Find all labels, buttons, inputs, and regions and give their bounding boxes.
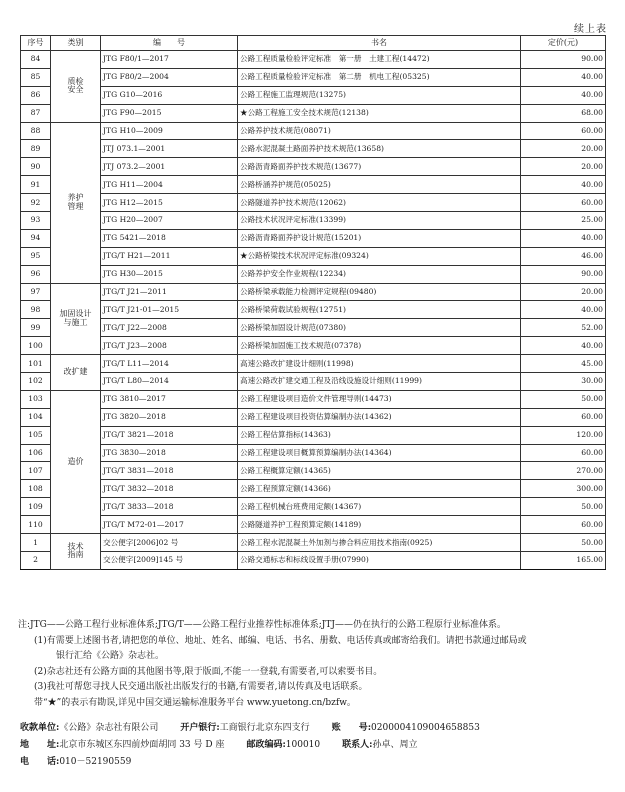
row-number: 105 [21, 426, 51, 444]
row-number: 96 [21, 265, 51, 283]
row-number: 106 [21, 444, 51, 462]
standard-code: JTG 5421—2018 [101, 229, 238, 247]
row-number: 99 [21, 319, 51, 337]
book-title: 公路桥梁承载能力检测评定规程(09480) [238, 283, 521, 301]
book-title: 公路工程预算定额(14366) [238, 480, 521, 498]
standards-table [20, 35, 606, 570]
standard-code: JTG/T 3821—2018 [101, 426, 238, 444]
standard-code: JTG/T 3832—2018 [101, 480, 238, 498]
book-title: 公路工程质量检验评定标准 第一册 土建工程(14472) [238, 51, 521, 69]
book-price: 50.00 [521, 534, 606, 552]
account-value: 0200004109004658853 [371, 723, 480, 733]
table-row [21, 68, 606, 86]
table-row [21, 498, 606, 516]
book-title: 公路工程机械台班费用定额(14367) [238, 498, 521, 516]
row-number: 108 [21, 480, 51, 498]
row-number: 88 [21, 122, 51, 140]
book-title: 公路交通标志和标线设置手册(07990) [238, 551, 521, 569]
category-label-line: 与施工 [63, 317, 88, 327]
row-number: 91 [21, 176, 51, 194]
table-row [21, 390, 606, 408]
row-number: 101 [21, 355, 51, 373]
person-label: 联系人: [342, 740, 373, 750]
category-cell [51, 283, 101, 355]
row-number: 109 [21, 498, 51, 516]
book-price: 50.00 [521, 498, 606, 516]
category-label-line: 养护 [67, 193, 84, 203]
person-value: 孙卓、周立 [372, 740, 418, 750]
category-label-line: 加固设计 [59, 309, 92, 319]
category-cell [51, 51, 101, 123]
standard-code: JTG/T H21—2011 [101, 247, 238, 265]
table-row [21, 158, 606, 176]
standard-code: JTG F80/2—2004 [101, 68, 238, 86]
category-cell [51, 355, 101, 391]
row-number: 89 [21, 140, 51, 158]
address-label: 地 址: [20, 740, 60, 750]
standard-code: 交公便字[2006]02 号 [101, 534, 238, 552]
category-label-line: 质检 [67, 76, 84, 86]
category-label-line: 安全 [67, 85, 84, 95]
standard-code: JTG 3810—2017 [101, 390, 238, 408]
standard-code: JTG G10—2016 [101, 86, 238, 104]
standard-code: JTG H10—2009 [101, 122, 238, 140]
row-number: 104 [21, 408, 51, 426]
account-label: 账 号: [331, 723, 372, 733]
book-price: 25.00 [521, 212, 606, 230]
note-1: (1)有需要上述图书者,请把您的单位、地址、姓名、邮编、电话、书名、册数、电话传真或邮寄给我们。请把书款通过邮局或 [34, 635, 527, 646]
standard-code: JTJ 073.2—2001 [101, 158, 238, 176]
table-row [21, 426, 606, 444]
book-price: 20.00 [521, 283, 606, 301]
book-price: 165.00 [521, 551, 606, 569]
standard-code: JTG H12—2015 [101, 194, 238, 212]
header-code: 编 号 [101, 36, 238, 51]
table-row [21, 140, 606, 158]
contact-row-phone [20, 754, 615, 771]
book-title: 公路水泥混凝土路面养护技术规范(13658) [238, 140, 521, 158]
contact-info [20, 720, 615, 771]
row-number: 98 [21, 301, 51, 319]
book-title: 公路工程概算定额(14365) [238, 462, 521, 480]
book-price: 40.00 [521, 229, 606, 247]
row-number: 103 [21, 390, 51, 408]
standard-code: JTG H20—2007 [101, 212, 238, 230]
table-row [21, 265, 606, 283]
table-row [21, 176, 606, 194]
standard-code: JTG/T 3833—2018 [101, 498, 238, 516]
category-cell [51, 534, 101, 570]
bank-value: 工商银行北京东四支行 [219, 723, 310, 733]
book-price: 120.00 [521, 426, 606, 444]
standard-code: JTG H11—2004 [101, 176, 238, 194]
table-header-row [21, 36, 606, 51]
row-number: 2 [21, 551, 51, 569]
standard-code: JTG/T J21—2011 [101, 283, 238, 301]
standard-code: JTG/T 3831—2018 [101, 462, 238, 480]
row-number: 86 [21, 86, 51, 104]
book-price: 60.00 [521, 444, 606, 462]
row-number: 84 [21, 51, 51, 69]
book-price: 50.00 [521, 390, 606, 408]
book-title: 公路沥青路面养护技术规范(13677) [238, 158, 521, 176]
book-price: 60.00 [521, 516, 606, 534]
table-row [21, 462, 606, 480]
contact-row-address [20, 737, 615, 754]
row-number: 94 [21, 229, 51, 247]
book-price: 20.00 [521, 158, 606, 176]
book-price: 60.00 [521, 194, 606, 212]
table-row [21, 86, 606, 104]
book-price: 46.00 [521, 247, 606, 265]
row-number: 102 [21, 373, 51, 391]
standard-code: JTG F90—2015 [101, 104, 238, 122]
book-title: 公路工程施工监理规范(13275) [238, 86, 521, 104]
table-row [21, 247, 606, 265]
book-title: 公路工程水泥混凝土外加剂与掺合料应用技术指南(0925) [238, 534, 521, 552]
book-price: 45.00 [521, 355, 606, 373]
table-row [21, 283, 606, 301]
table-row [21, 337, 606, 355]
book-price: 68.00 [521, 104, 606, 122]
book-price: 40.00 [521, 86, 606, 104]
row-number: 107 [21, 462, 51, 480]
table-row [21, 480, 606, 498]
row-number: 1 [21, 534, 51, 552]
book-price: 40.00 [521, 301, 606, 319]
standard-code: JTG/T J21-01—2015 [101, 301, 238, 319]
book-title: 高速公路改扩建交通工程及沿线设施设计细则(11999) [238, 373, 521, 391]
table-row [21, 194, 606, 212]
row-number: 110 [21, 516, 51, 534]
payee-value: 《公路》杂志社有限公司 [59, 723, 159, 733]
row-number: 87 [21, 104, 51, 122]
row-number: 85 [21, 68, 51, 86]
table-row [21, 408, 606, 426]
table-row [21, 551, 606, 569]
category-label-line: 指南 [67, 550, 84, 560]
standard-code: JTG 3830—2018 [101, 444, 238, 462]
book-price: 30.00 [521, 373, 606, 391]
header-title: 书名 [238, 36, 521, 51]
table-row [21, 301, 606, 319]
book-title: 公路工程质量检验评定标准 第二册 机电工程(05325) [238, 68, 521, 86]
continued-label: 续上表 [574, 24, 607, 35]
book-title: 公路隧道养护工程预算定额(14189) [238, 516, 521, 534]
standard-code: JTG 3820—2018 [101, 408, 238, 426]
book-title: 公路桥梁加固设计规范(07380) [238, 319, 521, 337]
book-price: 40.00 [521, 337, 606, 355]
book-price: 40.00 [521, 176, 606, 194]
table-row [21, 104, 606, 122]
book-title: 公路桥涵养护规范(05025) [238, 176, 521, 194]
book-title: 公路桥梁荷载试验规程(12751) [238, 301, 521, 319]
postcode-label: 邮政编码: [246, 740, 286, 750]
note-1-cont: 银行汇给《公路》杂志社。 [56, 651, 165, 661]
book-price: 52.00 [521, 319, 606, 337]
postcode-value: 100010 [285, 740, 321, 750]
book-title: 公路工程建设项目概算预算编制办法(14364) [238, 444, 521, 462]
table-row [21, 122, 606, 140]
book-title: 公路桥梁加固施工技术规范(07378) [238, 337, 521, 355]
note-star: 带“★”的表示有勘误,详见中国交通运输标准服务平台 www.yuetong.cn/bzfw。 [34, 697, 356, 708]
standard-code: JTG F80/1—2017 [101, 51, 238, 69]
book-title: 公路技术状况评定标准(13399) [238, 212, 521, 230]
table-row [21, 373, 606, 391]
book-title: ★公路桥梁技术状况评定标准(09324) [238, 247, 521, 265]
book-price: 300.00 [521, 480, 606, 498]
table-row [21, 534, 606, 552]
row-number: 93 [21, 212, 51, 230]
table-row [21, 51, 606, 69]
book-price: 60.00 [521, 408, 606, 426]
address-value: 北京市东城区东四前炒面胡同 33 号 D 座 [59, 740, 225, 750]
book-title: 公路隧道养护技术规范(12062) [238, 194, 521, 212]
note-3: (3)我社可帮您寻找人民交通出版社出版发行的书籍,有需要者,请以传真及电话联系。 [34, 682, 368, 692]
category-label-line: 改扩建 [63, 367, 88, 377]
book-title: 公路养护技术规范(08071) [238, 122, 521, 140]
standard-code: JTG/T L80—2014 [101, 373, 238, 391]
book-title: 公路工程建设项目投资估算编制办法(14362) [238, 408, 521, 426]
book-title: ★公路工程施工安全技术规范(12138) [238, 104, 521, 122]
contact-row-bank [20, 720, 615, 737]
table-row [21, 212, 606, 230]
book-title: 公路工程估算指标(14363) [238, 426, 521, 444]
header-category: 类别 [51, 36, 101, 51]
phone-label: 电 话: [20, 757, 60, 767]
header-price: 定价(元) [521, 36, 606, 51]
book-price: 60.00 [521, 122, 606, 140]
payee-label: 收款单位: [20, 723, 60, 733]
category-label-line: 管理 [67, 201, 84, 211]
notes [18, 618, 613, 711]
category-label-line: 技术 [67, 542, 84, 552]
standard-code: JTG/T L11—2014 [101, 355, 238, 373]
note-2: (2)杂志社还有公路方面的其他图书等,限于版面,不能一一登载,有需要者,可以索要书目。 [34, 666, 383, 677]
book-price: 40.00 [521, 68, 606, 86]
category-label-line: 造价 [67, 456, 84, 466]
row-number: 95 [21, 247, 51, 265]
row-number: 90 [21, 158, 51, 176]
bank-label: 开户银行: [180, 723, 220, 733]
category-cell [51, 122, 101, 283]
book-title: 高速公路改扩建设计细则(11998) [238, 355, 521, 373]
book-price: 90.00 [521, 265, 606, 283]
book-title: 公路沥青路面养护设计规范(15201) [238, 229, 521, 247]
phone-value: 010－52190559 [59, 757, 132, 767]
row-number: 100 [21, 337, 51, 355]
standard-code: 交公便字[2009]145 号 [101, 551, 238, 569]
header-no: 序号 [21, 36, 51, 51]
category-cell [51, 390, 101, 533]
table-row [21, 516, 606, 534]
table-row [21, 319, 606, 337]
table-row [21, 444, 606, 462]
standard-code: JTG H30—2015 [101, 265, 238, 283]
standard-code: JTG/T J23—2008 [101, 337, 238, 355]
standard-code: JTG/T M72-01—2017 [101, 516, 238, 534]
book-price: 270.00 [521, 462, 606, 480]
row-number: 92 [21, 194, 51, 212]
row-number: 97 [21, 283, 51, 301]
table-row [21, 229, 606, 247]
standard-code: JTG/T J22—2008 [101, 319, 238, 337]
book-price: 90.00 [521, 51, 606, 69]
book-price: 20.00 [521, 140, 606, 158]
table-row [21, 355, 606, 373]
standard-code: JTJ 073.1—2001 [101, 140, 238, 158]
book-title: 公路养护安全作业规程(12234) [238, 265, 521, 283]
book-title: 公路工程建设项目造价文件管理导则(14473) [238, 390, 521, 408]
note-legend: 注:JTG——公路工程行业标准体系;JTG/T——公路工程行业推荐性标准体系;JTJ——仍在执行的公路工程原行业标准体系。 [18, 620, 506, 630]
table-body [21, 51, 606, 570]
